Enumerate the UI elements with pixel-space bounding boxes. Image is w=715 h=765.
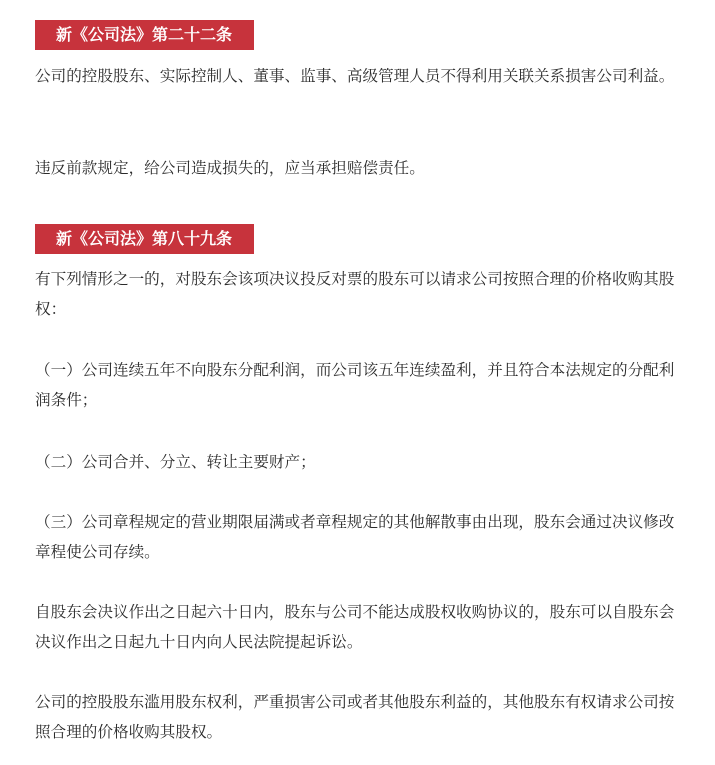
article-22-paragraph-2: 违反前款规定，给公司造成损失的，应当承担赔偿责任。 (35, 159, 425, 177)
article-89-abuse-paragraph: 公司的控股股东滥用股东权利，严重损害公司或者其他股东利益的，其他股东有权请求公司按照合理的价格收购其股权。 (35, 693, 675, 741)
section-heading-article-89: 新《公司法》第八十九条 (35, 224, 254, 254)
article-89-item-1: （一）公司连续五年不向股东分配利润，而公司该五年连续盈利，并且符合本法规定的分配利润条件； (35, 361, 675, 409)
article-89-item-2: （二）公司合并、分立、转让主要财产； (35, 453, 316, 471)
article-89-intro-paragraph: 有下列情形之一的，对股东会该项决议投反对票的股东可以请求公司按照合理的价格收购其股权： (35, 270, 675, 318)
article-89-lawsuit-paragraph: 自股东会决议作出之日起六十日内，股东与公司不能达成股权收购协议的，股东可以自股东会决议作出之日起九十日内向人民法院提起诉讼。 (35, 603, 675, 651)
section-heading-article-22: 新《公司法》第二十二条 (35, 20, 254, 50)
article-89-item-3: （三）公司章程规定的营业期限届满或者章程规定的其他解散事由出现，股东会通过决议修改章程使公司存续。 (35, 513, 675, 561)
article-22-paragraph-1: 公司的控股股东、实际控制人、董事、监事、高级管理人员不得利用关联关系损害公司利益。 (35, 67, 675, 85)
